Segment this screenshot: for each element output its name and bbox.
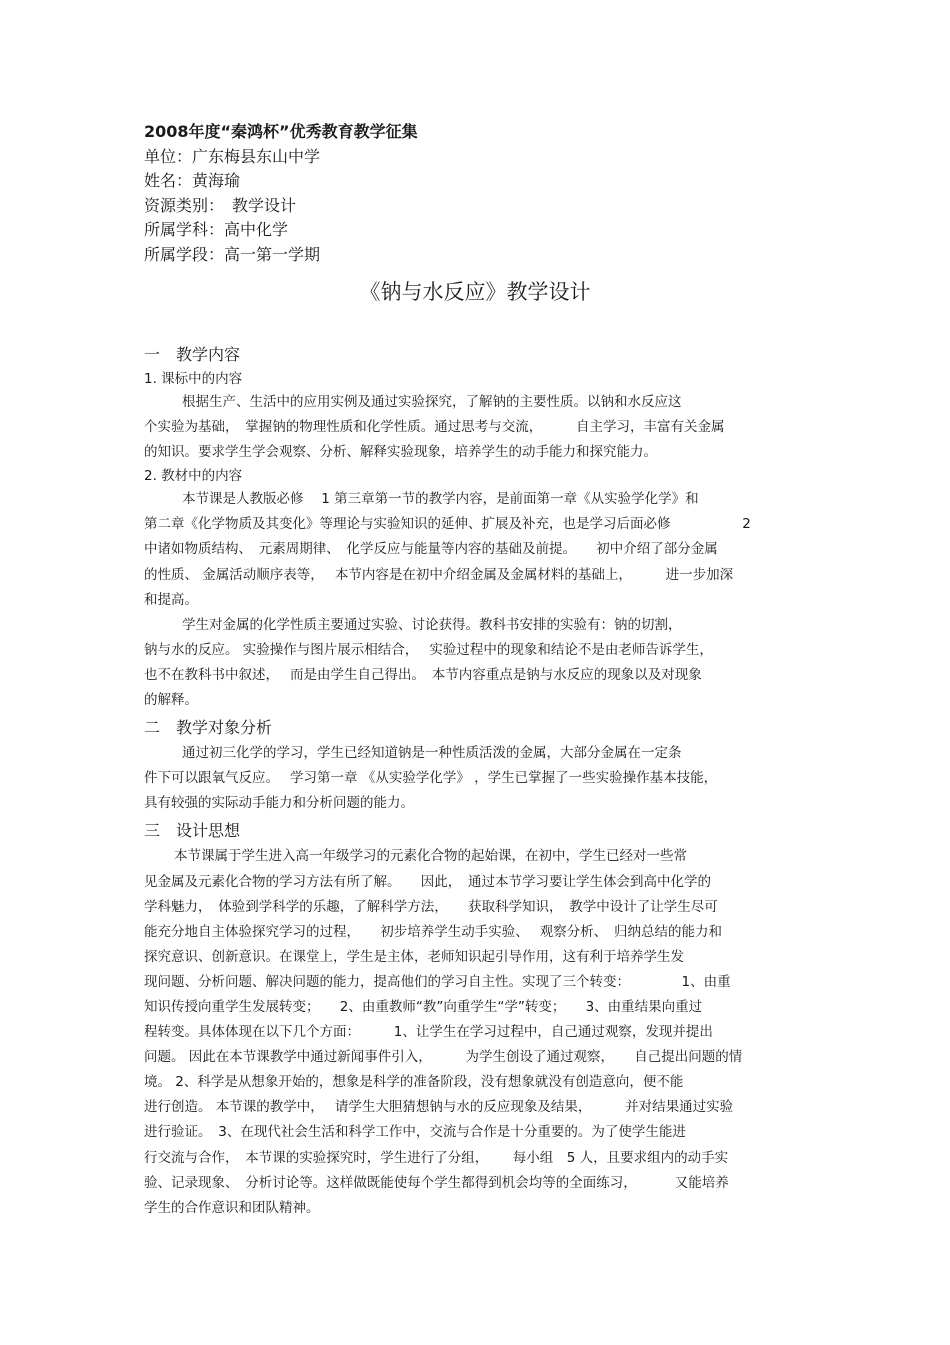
document-body [144, 340, 809, 1221]
paragraph-line: 本节课是人教版必修 1 第三章第一节的教学内容，是前面第一章《从实验学化学》和 [182, 491, 699, 508]
meta-resource-type: 资源类别： 教学设计 [144, 195, 297, 215]
document-meta [144, 120, 418, 267]
meta-unit: 单位：广东梅县东山中学 [144, 146, 321, 166]
contest-title: 2008年度“秦鸿杯”优秀教育教学征集 [144, 122, 418, 141]
paragraph-line: 探究意识、创新意识。在课堂上，学生是主体，老师知识起引导作用，这有利于培养学生发 [144, 948, 684, 965]
paragraph-line: 个实验为基础， 掌握钠的物理性质和化学性质。通过思考与交流， 自主学习，丰富有关金属 [144, 419, 725, 436]
subsection-heading: 2. 教材中的内容 [144, 468, 243, 485]
meta-subject: 所属学科：高中化学 [144, 220, 289, 239]
section-heading: 二 教学对象分析 [144, 718, 273, 738]
paragraph-line: 中诸如物质结构、 元素周期律、 化学反应与能量等内容的基础及前提。 初中介绍了部分金属 [144, 541, 718, 558]
paragraph-line: 学生对金属的化学性质主要通过实验、讨论获得。教科书安排的实验有：钠的切割， [182, 616, 682, 633]
paragraph-line: 具有较强的实际动手能力和分析问题的能力。 [144, 795, 414, 812]
paragraph-line: 进行验证。 3、在现代社会生活和科学工作中，交流与合作是十分重要的。为了使学生能进 [144, 1124, 686, 1141]
paragraph-line: 的性质、 金属活动顺序表等， 本节内容是在初中介绍金属及金属材料的基础上， 进一步加深 [144, 566, 734, 583]
paragraph-line: 问题。 因此在本节课教学中通过新闻事件引入， 为学生创设了通过观察， 自己提出问题的情 [144, 1049, 743, 1066]
paragraph-line: 程转变。具体体现在以下几个方面： 1、让学生在学习过程中，自己通过观察，发现并提出 [144, 1024, 713, 1041]
paragraph-line: 验、记录现象、 分析讨论等。这样做既能使每个学生都得到机会均等的全面练习， 又能培养 [144, 1174, 729, 1191]
paragraph-line: 见金属及元素化合物的学习方法有所了解。 因此， 通过本节学习要让学生体会到高中化学的 [144, 873, 711, 890]
section-heading: 一 教学内容 [144, 345, 241, 364]
paragraph-line: 本节课属于学生进入高一年级学习的元素化合物的起始课，在初中，学生已经对一些常 [174, 848, 687, 865]
paragraph-line: 的知识。要求学生学会观察、分析、解释实验现象，培养学生的动手能力和探究能力。 [144, 444, 657, 461]
paragraph-line: 境。 2、科学是从想象开始的，想象是科学的准备阶段，没有想象就没有创造意向，便不能 [144, 1074, 684, 1091]
meta-name: 姓名：黄海瑜 [144, 171, 241, 190]
paragraph-line: 学科魅力， 体验到学科学的乐趣，了解科学方法， 获取科学知识， 教学中设计了让学生尽可 [144, 898, 718, 915]
paragraph-line: 知识传授向重学生发展转变； 2、由重教师“教”向重学生“学”转变； 3、由重结果向重过 [144, 998, 703, 1015]
document-title: 《钠与水反应》教学设计 [359, 280, 591, 304]
paragraph-line: 的解释。 [144, 692, 198, 709]
paragraph-line: 钠与水的反应。 实验操作与图片展示相结合， 实验过程中的现象和结论不是由老师告诉学生， [144, 641, 713, 658]
meta-stage: 所属学段：高一第一学期 [144, 244, 321, 264]
paragraph-line: 件下可以跟氧气反应。 学习第一章 《从实验学化学》 ，学生已掌握了一些实验操作基本技能， [144, 770, 718, 787]
paragraph-line: 现问题、分析问题、解决问题的能力，提高他们的学习自主性。实现了三个转变： 1、由重 [144, 973, 731, 990]
paragraph-line: 第二章《化学物质及其变化》等理论与实验知识的延伸、扩展及补充，也是学习后面必修 2 [144, 516, 751, 533]
paragraph-line: 通过初三化学的学习，学生已经知道钠是一种性质活泼的金属，大部分金属在一定条 [182, 745, 682, 762]
subsection-heading: 1. 课标中的内容 [144, 371, 243, 387]
paragraph-line: 进行创造。 本节课的教学中， 请学生大胆猜想钠与水的反应现象及结果， 并对结果通过实验 [144, 1099, 734, 1116]
paragraph-line: 也不在教科书中叙述， 而是由学生自己得出。 本节内容重点是钠与水反应的现象以及对现象 [144, 666, 702, 683]
paragraph-line: 行交流与合作， 本节课的实验探究时，学生进行了分组， 每小组 5 人，且要求组内的动手实 [144, 1149, 729, 1166]
paragraph-line: 能充分地自主体验探究学习的过程， 初步培养学生动手实验、 观察分析、 归纳总结的能力和 [144, 923, 723, 940]
paragraph-line: 和提高。 [144, 591, 198, 608]
paragraph-line: 学生的合作意识和团队精神。 [144, 1199, 320, 1216]
section-heading: 三 设计思想 [144, 821, 241, 841]
paragraph-line: 根据生产、生活中的应用实例及通过实验探究，了解钠的主要性质。以钠和水反应这 [182, 394, 682, 410]
